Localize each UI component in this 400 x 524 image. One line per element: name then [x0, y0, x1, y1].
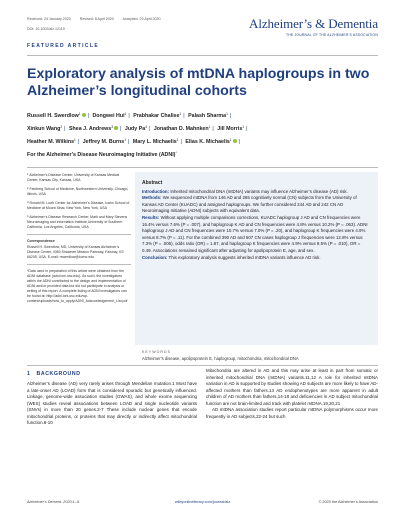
- keywords-text: Alzheimer’s disease, apolipoprotein E, haplogroup, mitochondria, mitochondrial DNA: [142, 356, 299, 361]
- author[interactable]: Palash Sharma$^1$: [188, 112, 228, 119]
- journal-subtitle: THE JOURNAL OF THE ALZHEIMER’S ASSOCIATION: [286, 33, 378, 37]
- author[interactable]: Jill Morris$^1$: [217, 125, 245, 132]
- article-dates: [27, 17, 169, 21]
- author[interactable]: Mary L. Michaelis$^1$: [132, 138, 179, 145]
- author[interactable]: Xinkun Wang$^2$: [27, 125, 63, 132]
- affiliation: $^3$ Ronald M. Loeb Center for Alzheimer’s Disease, Icahn School of Medicine at Mount Sinai, New York, New York, USA: [27, 201, 130, 210]
- divider: [27, 365, 378, 366]
- body-paragraph: AD mtDNA association studies report particular mtDNA polymorphisms occur more frequently in AD subjects,22-24 but such: [206, 407, 378, 419]
- footer-copyright: © 2020 the Alzheimer’s Association: [318, 500, 378, 504]
- journal-logo: [249, 16, 378, 37]
- revised-date: Revised: 8 April 2020: [79, 17, 114, 21]
- affiliation: $^2$ Feinberg School of Medicine, Northwestern University, Chicago, Illinois, USA: [27, 187, 129, 196]
- abstract-box: [135, 172, 378, 345]
- abstract-methods: Methods: We sequenced mtDNA from 146 AD and 265 cognitively normal (CN) subjects from the University of Kansas AD Center (KUADC) and assigned haplogroups. We further considered 244 AD and 242 CN AD Neuroimaging Initiative (ADNI) subjects with equivalent data.: [142, 195, 357, 214]
- author[interactable]: Russell H. Swerdlow$^1$: [27, 113, 86, 119]
- correspondence-text: Russell H. Swerdlow, MD, University of Kansas Alzheimer’s Disease Center, 4350 Shawnee Mission Parkway, Fairway, KS 66205, USA. E-mail: rswerdlow@kumc.edu: [27, 245, 124, 259]
- author[interactable]: Elias K. Michaelis$^1$: [185, 139, 236, 145]
- abstract-introduction: Introduction: Inherited mitochondrial DNA (mtDNA) variants may influence Alzheimer’s disease (AD) risk.: [142, 188, 348, 194]
- author-list: Russell H. Swerdlow$^1$ | Dongwei Hui$^1$ | Prabhakar Chalise$^1$ | Palash Sharma$^1$ | Xinkun Wang$^2$ | Shea J. Andrews$^3$ | Judy Pa$^4$ | Jonathan D. Mahnken$^1$ | Jill Morris$^1$ | Heather M. Wilkins$^1$ | Jeffrey M. Burns$^1$ | Mary L. Michaelis$^1$ | Elias K. Michaelis$^1$ | For the Alzheimer’s Disease Neuroimaging Initiative (ADNI)*: [27, 112, 248, 158]
- keywords-label: KEYWORDS: [142, 350, 171, 354]
- author[interactable]: Prabhakar Chalise$^1$: [133, 112, 182, 119]
- abstract-heading: Abstract: [142, 180, 163, 186]
- body-column-left: Alzheimer’s disease (AD) very rarely arises through Mendelian mutation.1 Most have a late-onset AD (LOAD) form that is considered sporadic but genetically influenced. Linkage, genome-wide association studies (GWAS), and whole exome sequencing (WES) studies reveal associations between LOAD and single nucleotide variants (SNVs) in more than 20 genes.2-7 These include nuclear genes that encode mitochondrial proteins, or proteins that may directly or indirectly affect mitochondrial function.8-10: [27, 381, 197, 426]
- received-date: Received: 24 January 2020: [27, 17, 71, 21]
- divider: [27, 167, 378, 168]
- section-heading-background: 1 BACKGROUND: [27, 371, 81, 377]
- author[interactable]: Dongwei Hui$^1$: [92, 112, 127, 119]
- accepted-date: Accepted: 29 April 2020: [122, 17, 161, 21]
- affiliations-sidebar: [27, 172, 131, 304]
- journal-name: Alzheimer’s & Dementia: [249, 16, 378, 31]
- author[interactable]: Jeffrey M. Burns$^1$: [82, 138, 126, 145]
- abstract-conclusion: Conclusion: This exploratory analysis suggests inherited mtDNA variants influence AD risk.: [142, 254, 321, 260]
- author[interactable]: Shea J. Andrews$^3$: [69, 126, 118, 132]
- article-title: Exploratory analysis of mtDNA haplogroups in two Alzheimer’s longitudinal cohorts: [27, 66, 370, 99]
- affiliation: $^4$ Alzheimer’s Disease Research Center, Mark and Mary Stevens Neuroimaging and Informatics Institute,University of Southern California, Los Angeles, California, USA: [27, 215, 128, 229]
- divider: [27, 55, 378, 56]
- orcid-icon[interactable]: [82, 113, 86, 117]
- adni-data-note: *Data used in preparation of this article were obtained from the ADNI database (adni.loni.usc.edu). As such, the investigators within the ADNI contributed to the design and implementation of ADNI and/or provided data but did not participate in analysis or writing of this report. A complete listing of ADNI investigators can be found at: http://adni.loni.usc.edu/wp-content/uploads/how_to_apply/ADNI_Acknowledgement_List.pdf: [27, 269, 128, 303]
- footer-citation: Alzheimer’s Dement. 2020;1–9.: [27, 500, 81, 504]
- divider: [27, 234, 131, 235]
- doi[interactable]: DOI: 10.1002/alz.12119: [27, 27, 65, 31]
- author-group: For the Alzheimer’s Disease Neuroimaging Initiative (ADNI)*: [27, 151, 177, 158]
- keywords: [142, 350, 378, 361]
- body-column-right: [206, 368, 378, 420]
- affiliation: $^1$ Alzheimer’s Disease Center, University of Kansas Medical Center, Kansas City, Kansas, USA: [27, 173, 120, 182]
- correspondence-title: Correspondence: [27, 239, 55, 243]
- article-type: FEATURED ARTICLE: [27, 43, 100, 49]
- abstract-results: Results: Without applying multiple comparisons corrections, KUADC haplogroup J AD and CN frequencies were 16.4% versus 7.6% (P = .007), and haplogroup K AD and CN frequencies were 4.8% versus 10.2% (P = .063). ADNI haplogroup J AD and CN frequencies were 10.7% versus 7.0% (P = .20), and haplogroup K frequencies were 4.9% versus 8.7% (P = .11). For the combined 390 AD and 507 CN cases haplogroup J frequencies were 12.8% versus 7.3% (P = .006), odds ratio (OR) = 1.87, and haplogroup K frequencies were 4.9% versus 9.5% (P = .010), OR = 0.49. Associations remained significant after adjusting for apolipoprotein E, age, and sex.: [142, 214, 368, 253]
- author[interactable]: Jonathan D. Mahnken$^1$: [153, 125, 211, 132]
- footer-journal-link[interactable]: wileyonlinelibrary.com/journal/alz: [174, 500, 231, 504]
- author[interactable]: Judy Pa$^4$: [124, 125, 147, 132]
- body-paragraph: Mitochondria are altered in AD and this may arise at least in part from somatic or inherited mitochondrial DNA (mtDNA) variants.11,12 A role for inherited mtDNA variation in AD is supported by studies showing AD subjects are more likely to have AD-affected mothers than fathers.13 AD endophenotypes are more apparent in adult children of AD mothers than fathers,14-18 and deficiencies in AD subject mitochondrial function are not brain-limited and track with platelet mtDNA.19,20,21: [206, 368, 378, 406]
- author[interactable]: Heather M. Wilkins$^1$: [27, 138, 76, 145]
- divider: [27, 264, 131, 265]
